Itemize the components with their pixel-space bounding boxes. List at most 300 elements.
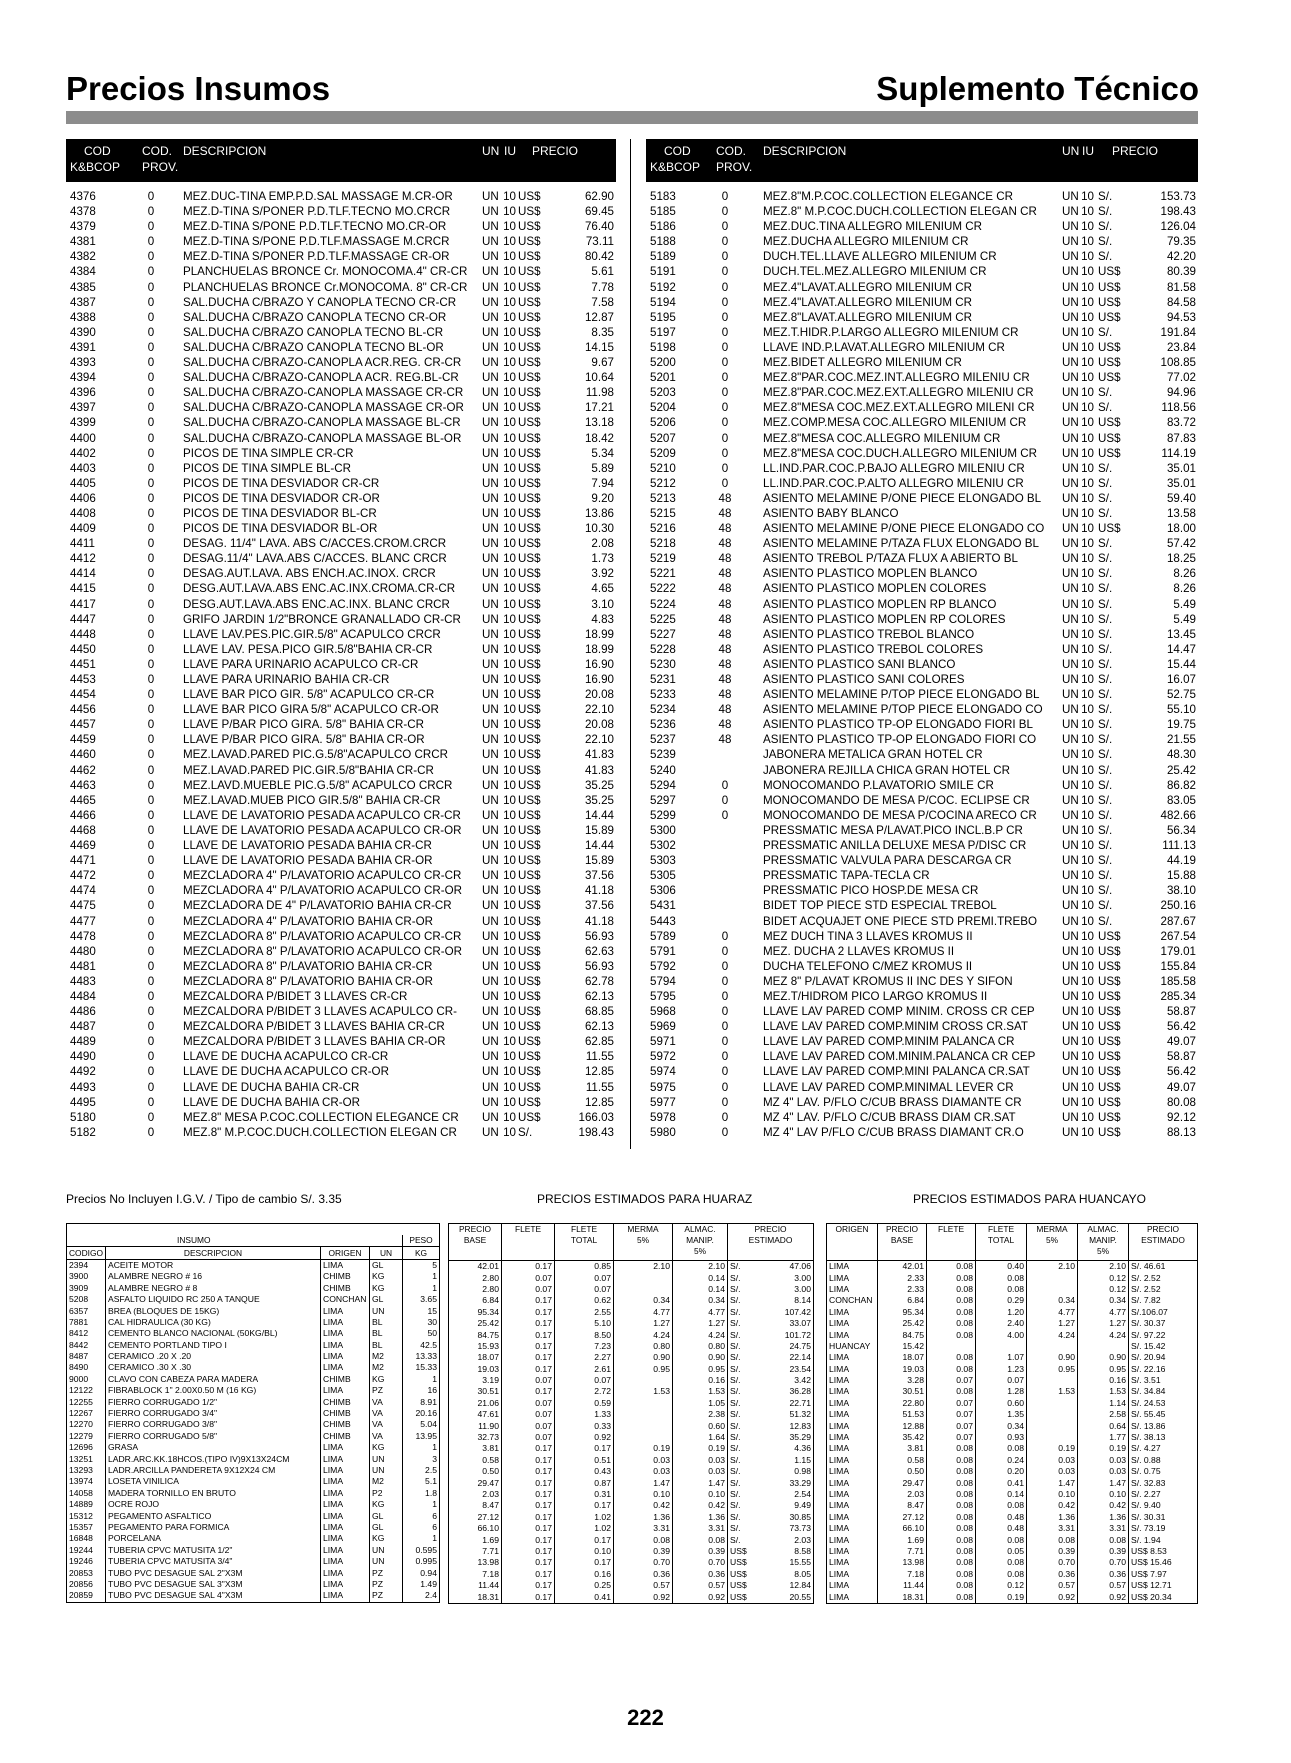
insumo-code: 3909 — [69, 1282, 89, 1293]
header-line: MANIP. — [686, 1235, 714, 1245]
item-currency: S/. — [1098, 582, 1113, 596]
insumo-weight: 20.16 — [403, 1408, 440, 1419]
item-price: 76.40 — [584, 220, 614, 234]
provider-code: 0 — [147, 763, 155, 777]
item-unit: UN — [482, 280, 499, 294]
item-code: 5188 — [650, 235, 676, 249]
item-iu: 10 — [503, 416, 516, 430]
table-row — [66, 1049, 616, 1064]
item-code: 4403 — [70, 461, 96, 475]
cell-flete: 0.17 — [502, 1443, 555, 1454]
insumo-unit: PZ — [370, 1385, 403, 1396]
insumo-description: LOSETA VINILICA — [105, 1476, 320, 1487]
item-currency: US$ — [518, 1005, 541, 1019]
table-row — [449, 1443, 814, 1454]
cell-almac: 0.60 — [673, 1420, 728, 1431]
cell-flete: 0.17 — [502, 1341, 555, 1352]
cell-total: 0.16 — [555, 1569, 614, 1580]
item-description: PICOS DE TINA SIMPLE BL-CR — [183, 461, 351, 475]
cell-almac: 1.53 — [1078, 1386, 1129, 1397]
item-code: 4478 — [70, 929, 96, 943]
provider-code: 0 — [147, 1125, 155, 1139]
item-price: 153.73 — [1160, 190, 1196, 203]
item-code: 5972 — [650, 1050, 676, 1064]
table-row — [449, 1489, 814, 1500]
cell-flete: 0.08 — [927, 1466, 976, 1477]
item-code: 4493 — [70, 1080, 96, 1094]
item-description: PRESSMATIC ANILLA DELUXE MESA P/DISC CR — [763, 839, 1027, 853]
item-description: LLAVE LAV PARED COMP.MINIM PALANCA CR — [763, 1035, 1015, 1049]
item-currency: S/. — [1098, 748, 1113, 762]
item-code: 5198 — [650, 340, 676, 354]
item-currency: US$ — [518, 356, 541, 370]
item-description: LL.IND.PAR.COC.P.ALTO ALLEGRO MILENIU CR — [763, 476, 1024, 490]
item-code: 4483 — [70, 974, 96, 988]
item-currency: S/. — [1098, 914, 1113, 928]
item-currency: US$ — [518, 1065, 541, 1079]
table-row — [646, 627, 1198, 642]
item-price: 250.16 — [1160, 899, 1196, 913]
item-unit: UN — [482, 944, 499, 958]
header-line: MANIP. — [1089, 1235, 1117, 1245]
provider-code: 0 — [721, 1065, 729, 1079]
item-description: MEZ.8"LAVAT.ALLEGRO MILENIUM CR — [763, 310, 972, 324]
insumo-unit: GL — [370, 1510, 403, 1521]
table-row — [646, 1004, 1198, 1019]
cell-almac — [1078, 1341, 1129, 1352]
item-description: LLAVE P/BAR PICO GIRA. 5/8" BAHIA CR-OR — [183, 733, 425, 747]
table-row — [66, 763, 616, 778]
insumo-description: FIBRABLOCK 1" 2.00X0.50 M (16 KG) — [105, 1385, 320, 1396]
table-row — [449, 1409, 814, 1420]
cell-total: 0.17 — [555, 1557, 614, 1568]
cell-total: 0.43 — [555, 1466, 614, 1477]
item-description: MEZ.DUC-TINA EMP.P.D.SAL MASSAGE M.CR-OR — [183, 190, 453, 203]
header-row — [67, 1247, 440, 1259]
item-price: 8.26 — [1173, 582, 1196, 596]
cell-origen: LIMA — [829, 1375, 850, 1386]
item-description: PICOS DE TINA DESVIADOR BL-OR — [183, 522, 378, 536]
item-price: 8.26 — [1173, 567, 1196, 581]
item-currency: S/. — [1098, 506, 1113, 520]
item-description: MEZ.8"MESA COC.ALLEGRO MILENIUM CR — [763, 431, 1001, 445]
insumo-unit: KG — [370, 1442, 403, 1453]
item-price: 13.45 — [1166, 627, 1196, 641]
item-description: ASIENTO BABY BLANCO — [763, 506, 899, 520]
table-row — [646, 551, 1198, 566]
item-currency: US$ — [518, 642, 541, 656]
cell-total: 1.07 — [976, 1352, 1027, 1363]
cell-origen: CONCHAN — [829, 1295, 873, 1306]
table-row — [827, 1307, 1198, 1318]
table-row — [827, 1398, 1198, 1409]
item-price: 62.63 — [584, 944, 614, 958]
insumo-weight: 5.1 — [403, 1476, 440, 1487]
provider-code: 0 — [147, 657, 155, 671]
column-header — [66, 139, 616, 182]
insumo-description: ALAMBRE NEGRO # 8 — [105, 1283, 320, 1294]
item-iu: 10 — [1081, 356, 1094, 370]
item-price: 15.89 — [584, 823, 614, 837]
cell-flete: 0.07 — [502, 1375, 555, 1386]
header-almac — [1078, 1224, 1129, 1261]
item-price: 58.87 — [1166, 1005, 1196, 1019]
cell-almac: 0.42 — [1078, 1500, 1129, 1511]
cell-est: S/. — [728, 1375, 763, 1386]
header-line: PRECIO — [458, 1224, 492, 1234]
header-precio: PRECIO — [532, 144, 579, 158]
cell-est: 24.75 — [789, 1340, 811, 1351]
cell-total: 0.87 — [555, 1477, 614, 1488]
item-price: 83.05 — [1166, 793, 1196, 807]
header-iu: IU — [1082, 144, 1094, 158]
item-unit: UN — [482, 205, 499, 219]
insumo-weight: 15 — [403, 1305, 440, 1316]
table-row — [646, 747, 1198, 762]
table-row — [646, 340, 1198, 355]
insumo-description: CERAMICO .30 X .30 — [105, 1362, 320, 1373]
item-unit: UN — [482, 476, 499, 490]
cell-merma — [614, 1420, 673, 1431]
provider-code: 0 — [721, 974, 729, 988]
table-row — [66, 853, 616, 868]
item-iu: 10 — [503, 552, 516, 566]
table-row — [449, 1261, 814, 1273]
cell-est: 33.29 — [789, 1477, 811, 1488]
item-description: LLAVE LAV PARED COMP.MINI PALANCA CR.SAT — [763, 1065, 1030, 1079]
insumo-unit: M2 — [370, 1362, 403, 1373]
cell-almac: 0.12 — [1078, 1284, 1129, 1295]
cell-est: US$ — [728, 1591, 763, 1603]
item-price: 52.75 — [1166, 688, 1196, 702]
table-row — [646, 793, 1198, 808]
cell-merma: 2.10 — [614, 1261, 673, 1273]
item-price: 3.10 — [591, 597, 614, 611]
item-unit: UN — [482, 235, 499, 249]
item-price: 49.07 — [1166, 1035, 1196, 1049]
item-currency: US$ — [1098, 989, 1121, 1003]
item-iu: 10 — [1081, 386, 1094, 400]
item-iu: 10 — [503, 1095, 516, 1109]
item-iu: 10 — [1081, 627, 1094, 641]
item-code: 5237 — [650, 733, 676, 747]
table-row — [67, 1419, 440, 1430]
item-description: DESAG.AUT.LAVA. ABS ENCH.AC.INOX. CRCR — [183, 567, 436, 581]
insumo-description: ALAMBRE NEGRO # 16 — [105, 1271, 320, 1282]
table-row — [66, 597, 616, 612]
item-code: 4465 — [70, 793, 96, 807]
insumo-origin: LIMA — [321, 1545, 370, 1556]
cell-origen: LIMA — [829, 1409, 850, 1420]
item-currency: US$ — [518, 250, 541, 264]
cell-base: 29.47 — [878, 1477, 927, 1488]
item-currency: US$ — [1098, 1050, 1121, 1064]
table-row — [67, 1465, 440, 1476]
item-unit: UN — [482, 778, 499, 792]
table-row — [646, 898, 1198, 913]
item-price: 56.42 — [1166, 1065, 1196, 1079]
item-currency: US$ — [518, 280, 541, 294]
table-row — [646, 732, 1198, 747]
cell-merma: 1.27 — [614, 1318, 673, 1329]
cell-merma: 4.77 — [614, 1307, 673, 1318]
item-currency: US$ — [518, 310, 541, 324]
item-price: 23.84 — [1166, 340, 1196, 354]
provider-code: 0 — [147, 250, 155, 264]
cell-flete: 0.17 — [502, 1329, 555, 1340]
header-flete — [502, 1224, 555, 1261]
item-iu: 10 — [503, 642, 516, 656]
table-row — [827, 1329, 1198, 1340]
item-unit: UN — [482, 718, 499, 732]
cell-est: S/. — [728, 1420, 763, 1431]
insumo-origin: LIMA — [321, 1465, 370, 1476]
insumo-code: 8487 — [69, 1351, 89, 1362]
table-row — [827, 1375, 1198, 1386]
item-description: LLAVE LAV.PES.PIC.GIR.5/8" ACAPULCO CRCR — [183, 627, 441, 641]
cell-base: 47.61 — [477, 1409, 499, 1420]
item-description: MEZCLADORA 8" P/LAVATORIO BAHIA CR-OR — [183, 974, 433, 988]
item-price: 49.07 — [1166, 1080, 1196, 1094]
table-row — [66, 415, 616, 430]
item-price: 185.58 — [1160, 974, 1196, 988]
cell-base: 42.01 — [477, 1261, 499, 1272]
insumo-code: 15312 — [69, 1510, 93, 1521]
item-currency: US$ — [1098, 1020, 1121, 1034]
cell-almac: 0.34 — [673, 1295, 728, 1306]
cell-origen: LIMA — [829, 1568, 850, 1579]
item-description: MEZ.LAVAD.PARED PIC.GIR.5/8"BAHIA CR-CR — [183, 763, 434, 777]
table-row — [66, 838, 616, 853]
table-row — [646, 914, 1198, 929]
item-description: MEZ.8"MESA COC.DUCH.ALLEGRO MILENIUM CR — [763, 446, 1038, 460]
table-row — [66, 1019, 616, 1034]
cell-est: 22.71 — [789, 1397, 811, 1408]
cell-merma: 0.08 — [1027, 1534, 1078, 1545]
item-price: 59.40 — [1166, 491, 1196, 505]
item-price: 81.58 — [1166, 280, 1196, 294]
item-description: MEZ.T/HIDROM PICO LARGO KROMUS II — [763, 989, 988, 1003]
insumo-weight: 42.5 — [403, 1340, 440, 1351]
cell-origen: LIMA — [829, 1489, 850, 1499]
item-iu: 10 — [1081, 839, 1094, 853]
item-unit: UN — [482, 491, 499, 505]
item-currency: US$ — [1098, 310, 1121, 324]
cell-merma: 4.24 — [614, 1329, 673, 1340]
item-iu: 10 — [503, 733, 516, 747]
item-code: 5791 — [650, 944, 676, 958]
item-unit: UN — [482, 642, 499, 656]
insumo-weight: 3.65 — [403, 1294, 440, 1305]
cell-flete: 0.08 — [927, 1580, 976, 1591]
cell-total: 1.33 — [555, 1409, 614, 1420]
item-currency: S/. — [1098, 190, 1113, 203]
table-row — [449, 1295, 814, 1306]
cell-base: 0.50 — [482, 1466, 499, 1477]
cell-flete: 0.17 — [502, 1455, 555, 1466]
item-code: 4391 — [70, 340, 96, 354]
insumo-unit: M2 — [370, 1351, 403, 1362]
item-description: MEZ.COMP.MESA COC.ALLEGRO MILENIUM CR — [763, 416, 1027, 430]
provider-code: 0 — [147, 854, 155, 868]
table-row — [827, 1386, 1198, 1397]
table-row — [66, 793, 616, 808]
cell-total: 2.72 — [555, 1386, 614, 1397]
item-code: 5303 — [650, 854, 676, 868]
item-description: DESG.AUT.LAVA.ABS ENC.AC.INX.CROMA.CR-CR — [183, 582, 456, 596]
table-row — [67, 1545, 440, 1556]
cell-flete: 0.17 — [502, 1569, 555, 1580]
cell-total: 2.40 — [976, 1318, 1027, 1329]
cell-almac: 0.92 — [673, 1591, 728, 1603]
insumo-description: FIERRO CORRUGADO 3/8" — [105, 1419, 320, 1430]
item-description: PRESSMATIC TAPA-TECLA CR — [763, 869, 930, 883]
insumo-origin: LIMA — [321, 1362, 370, 1373]
item-price: 69.45 — [584, 205, 614, 219]
insumo-unit: M2 — [370, 1476, 403, 1487]
item-code: 5215 — [650, 506, 676, 520]
cell-est: S/. 20.94 — [1129, 1352, 1198, 1363]
cell-merma: 0.95 — [1027, 1364, 1078, 1375]
item-code: 5219 — [650, 552, 676, 566]
item-currency: US$ — [518, 205, 541, 219]
item-description: LLAVE BAR PICO GIRA 5/8" ACAPULCO CR-OR — [183, 703, 439, 717]
table-row — [449, 1318, 814, 1329]
header-origen — [827, 1224, 878, 1261]
item-iu: 10 — [503, 1050, 516, 1064]
cell-base: 15.93 — [477, 1340, 499, 1351]
item-price: 84.58 — [1166, 295, 1196, 309]
item-price: 94.96 — [1166, 386, 1196, 400]
cell-almac: 1.27 — [673, 1318, 728, 1329]
item-currency: US$ — [518, 476, 541, 490]
item-currency: US$ — [518, 325, 541, 339]
insumo-weight: 1 — [403, 1283, 440, 1294]
item-code: 4408 — [70, 506, 96, 520]
item-code: 4384 — [70, 265, 96, 279]
item-code: 5240 — [650, 763, 676, 777]
item-price: 56.93 — [584, 959, 614, 973]
provider-code: 0 — [147, 537, 155, 551]
cell-est: S/. — [728, 1500, 763, 1511]
item-currency: US$ — [1098, 522, 1121, 536]
insumo-description: FIERRO CORRUGADO 3/4" — [105, 1408, 320, 1419]
table-row — [66, 823, 616, 838]
cell-almac: 1.36 — [1078, 1512, 1129, 1523]
cell-almac: 0.90 — [1078, 1352, 1129, 1363]
item-iu: 10 — [1081, 552, 1094, 566]
item-description: LLAVE IND.P.LAVAT.ALLEGRO MILENIUM CR — [763, 340, 1005, 354]
insumo-origin: LIMA — [321, 1488, 370, 1499]
cell-est: 3.00 — [794, 1283, 811, 1294]
cell-flete: 0.17 — [502, 1386, 555, 1397]
cell-est: S/. — [728, 1466, 763, 1477]
insumo-unit: P2 — [370, 1488, 403, 1499]
cell-base: 2.80 — [482, 1272, 499, 1283]
item-iu: 10 — [1081, 1125, 1094, 1139]
item-unit: UN — [482, 401, 499, 415]
table-row — [646, 446, 1198, 461]
cell-est: 3.42 — [794, 1375, 811, 1386]
cell-est: US$ — [728, 1546, 763, 1557]
cell-base: 95.34 — [477, 1306, 499, 1317]
cell-est: 20.55 — [789, 1591, 811, 1602]
item-unit: UN — [482, 673, 499, 686]
cell-est: US$ — [728, 1557, 763, 1568]
cell-total: 0.08 — [976, 1534, 1027, 1545]
item-iu: 10 — [1081, 823, 1094, 837]
cell-origen: LIMA — [829, 1272, 850, 1283]
cell-merma: 0.70 — [1027, 1557, 1078, 1568]
item-currency: S/. — [1098, 235, 1113, 249]
table-row — [66, 627, 616, 642]
cell-merma: 0.10 — [614, 1489, 673, 1500]
cell-merma — [1027, 1272, 1078, 1283]
insumo-weight: 1 — [403, 1442, 440, 1453]
table-row — [66, 204, 616, 219]
provider-code: 0 — [147, 673, 155, 686]
cell-est: 2.54 — [794, 1489, 811, 1499]
header-line: ESTIMADO — [1141, 1235, 1185, 1245]
table-row — [66, 989, 616, 1004]
item-description: MEZCALDORA P/BIDET 3 LLAVES ACAPULCO CR- — [183, 1005, 458, 1019]
insumo-origin: LIMA — [321, 1351, 370, 1362]
item-description: MEZ.T.HIDR.P.LARGO ALLEGRO MILENIUM CR — [763, 325, 1019, 339]
table-row — [449, 1386, 814, 1397]
item-price: 285.34 — [1160, 989, 1196, 1003]
cell-est: S/. — [728, 1272, 763, 1283]
provider-code: 0 — [147, 1080, 155, 1094]
insumo-unit: KG — [370, 1271, 403, 1282]
provider-code: 48 — [718, 582, 732, 596]
table-row — [827, 1500, 1198, 1511]
spacer-cell — [67, 1224, 440, 1236]
item-description: MEZ.LAVAD.MUEB PICO GIR.5/8" BAHIA CR-CR — [183, 793, 441, 807]
item-currency: US$ — [518, 340, 541, 354]
item-code: 4381 — [70, 235, 96, 249]
insumo-description: PEGAMENTO PARA FORMICA — [105, 1522, 320, 1533]
insumo-weight: 5 — [403, 1259, 440, 1271]
item-price: 5.49 — [1173, 612, 1196, 626]
cell-merma — [614, 1284, 673, 1295]
cell-base: 3.81 — [482, 1443, 499, 1454]
insumo-code: 12696 — [69, 1442, 93, 1453]
item-currency: US$ — [1098, 340, 1121, 354]
item-description: MEZCALDORA P/BIDET 3 LLAVES CR-CR — [183, 989, 408, 1003]
item-iu: 10 — [503, 491, 516, 505]
table-row — [449, 1580, 814, 1591]
item-description: MEZ.8" MESA P.COC.COLLECTION ELEGANCE CR — [183, 1110, 459, 1124]
item-unit: UN — [1062, 959, 1079, 973]
item-currency: US$ — [518, 537, 541, 551]
item-code: 5221 — [650, 567, 676, 581]
item-currency: US$ — [518, 959, 541, 973]
item-iu: 10 — [503, 929, 516, 943]
cell-flete: 0.07 — [502, 1284, 555, 1295]
item-code: 5431 — [650, 899, 676, 913]
huancayo-table — [826, 1223, 1198, 1604]
item-unit: UN — [482, 1080, 499, 1094]
provider-code: 0 — [147, 431, 155, 445]
cell-merma: 1.47 — [1027, 1477, 1078, 1488]
insumo-origin: LIMA — [321, 1499, 370, 1510]
item-iu: 10 — [503, 401, 516, 415]
item-currency: US$ — [1098, 1035, 1121, 1049]
cell-flete: 0.17 — [502, 1364, 555, 1375]
table-row — [646, 808, 1198, 823]
provider-code: 0 — [147, 401, 155, 415]
item-description: LLAVE DE DUCHA BAHIA CR-OR — [183, 1095, 360, 1109]
